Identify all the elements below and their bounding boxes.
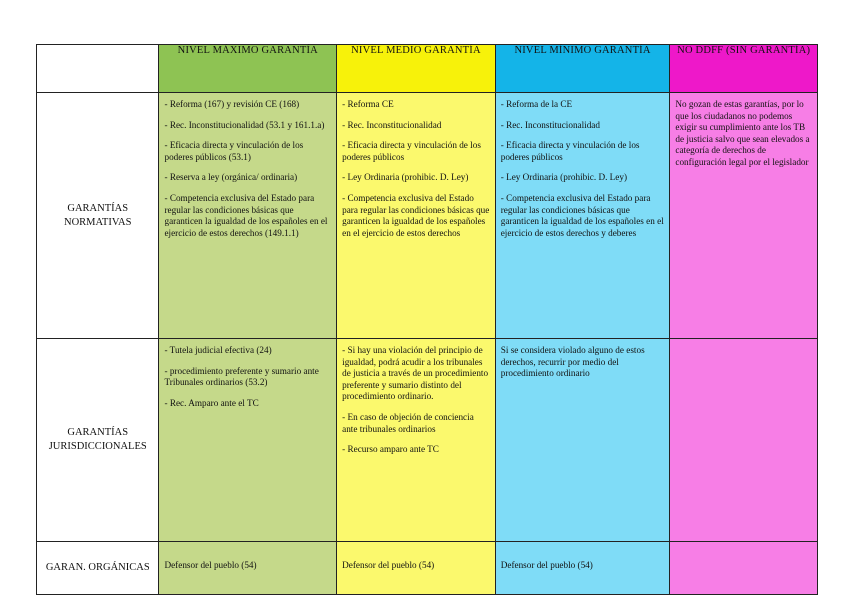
list-item: - procedimiento preferente y sumario ante Tribunales ordinarios (53.2) — [164, 365, 319, 388]
guarantees-table — [36, 44, 818, 595]
normativas-no-ddff-cell — [670, 93, 818, 339]
cell-text: Defensor del pueblo (54) — [164, 560, 257, 571]
list-item: - Ley Ordinaria (prohibic. D. Ley) — [342, 172, 469, 183]
normativas-maximo-cell — [159, 93, 337, 339]
list-item: - Ley Ordinaria (prohibic. D. Ley) — [500, 172, 628, 183]
row-garantias-normativas — [37, 93, 818, 339]
list-item: - Reforma (167) y revisión CE (168) — [164, 99, 300, 109]
list-item: - Competencia exclusiva del Estado para regular las condiciones básicas que garanticen la igualdad de los españoles en el ejercicio de estos derechos y deberes — [500, 192, 664, 238]
list-item: - Competencia exclusiva del Estado para regular las condiciones básicas que garanticen la igualdad de los españoles en el ejercicio de estos derechos (149.1.1) — [164, 192, 328, 238]
header-nivel-maximo: NIVEL MÁXIMO GARANTÍA — [159, 45, 337, 93]
list-item: - Eficacia directa y vinculación de los poderes públicos — [342, 140, 481, 162]
list-item: - Recurso amparo ante TC — [342, 444, 439, 455]
organicas-maximo-cell — [159, 542, 337, 595]
list-item: - Reforma de la CE — [500, 99, 573, 109]
list-item: - Rec. Inconstitucionalidad — [342, 119, 442, 130]
normativas-minimo-cell — [495, 93, 670, 339]
row-label-normativas — [37, 93, 159, 339]
cell-text: Defensor del pueblo (54) — [342, 560, 435, 571]
list-item: - Eficacia directa y vinculación de los poderes públicos — [500, 140, 640, 162]
list-item: - Eficacia directa y vinculación de los poderes públicos (53.1) — [164, 140, 304, 162]
list-item: - En caso de objeción de conciencia ante tribunales ordinarios — [342, 411, 474, 434]
list-item: - Rec. Inconstitucionalidad (53.1 y 161.1.a) — [164, 119, 325, 130]
jurisdiccionales-maximo-cell — [159, 339, 337, 542]
cell-text: Defensor del pueblo (54) — [500, 560, 593, 571]
list-item: - Reforma CE — [342, 99, 394, 109]
list-item: - Competencia exclusiva del Estado para regular las condiciones básicas que garanticen la igualdad de los españoles en el ejercicio de estos derechos — [342, 192, 490, 238]
jurisdiccionales-minimo-cell — [495, 339, 670, 542]
cell-text: No gozan de estas garantías, por lo que los ciudadanos no podemos exigir su cumplimiento ante los TB de justicia salvo que sean elevados a categoría de derechos de configuración legal por el legislador — [675, 99, 810, 167]
jurisdiccionales-medio-cell — [337, 339, 496, 542]
list-item: - Rec. Inconstitucionalidad — [500, 119, 600, 130]
row-garantias-organicas — [37, 542, 818, 595]
row-label-line: GARANTÍAS — [67, 427, 129, 438]
list-item: - Rec. Amparo ante el TC — [164, 397, 259, 408]
header-nivel-medio: NIVEL MEDIO GARANTÍA — [337, 45, 496, 93]
header-nivel-minimo: NIVEL MÍNIMO GARANTÍA — [495, 45, 670, 93]
row-label-line: GARANTÍAS — [67, 202, 129, 214]
list-item: - Reserva a ley (orgánica/ ordinaria) — [164, 172, 298, 183]
row-label-jurisdiccionales — [37, 339, 159, 542]
cell-text: Si se considera violado alguno de estos derechos, recurrir por medio del procedimiento ordinario — [500, 345, 645, 379]
header-row — [37, 45, 818, 93]
jurisdiccionales-no-ddff-cell — [670, 339, 818, 542]
organicas-minimo-cell — [495, 542, 670, 595]
list-item: - Tutela judicial efectiva (24) — [164, 345, 272, 355]
organicas-medio-cell — [337, 542, 496, 595]
list-item: - Si hay una violación del principio de igualdad, podrá acudir a los tribunales de justicia a través de un procedimiento preferente y sumario distinto del procedimiento ordinario. — [342, 345, 489, 402]
row-garantias-jurisdiccionales — [37, 339, 818, 542]
row-label-organicas: GARAN. ORGÁNICAS — [37, 542, 159, 595]
row-label-line: JURISDICCIONALES — [48, 441, 147, 452]
normativas-medio-cell — [337, 93, 496, 339]
row-label-line: NORMATIVAS — [63, 216, 132, 228]
organicas-no-ddff-cell — [670, 542, 818, 595]
header-blank-cell — [37, 45, 159, 93]
header-no-ddff: NO DDFF (SIN GARANTÍA) — [670, 45, 818, 93]
